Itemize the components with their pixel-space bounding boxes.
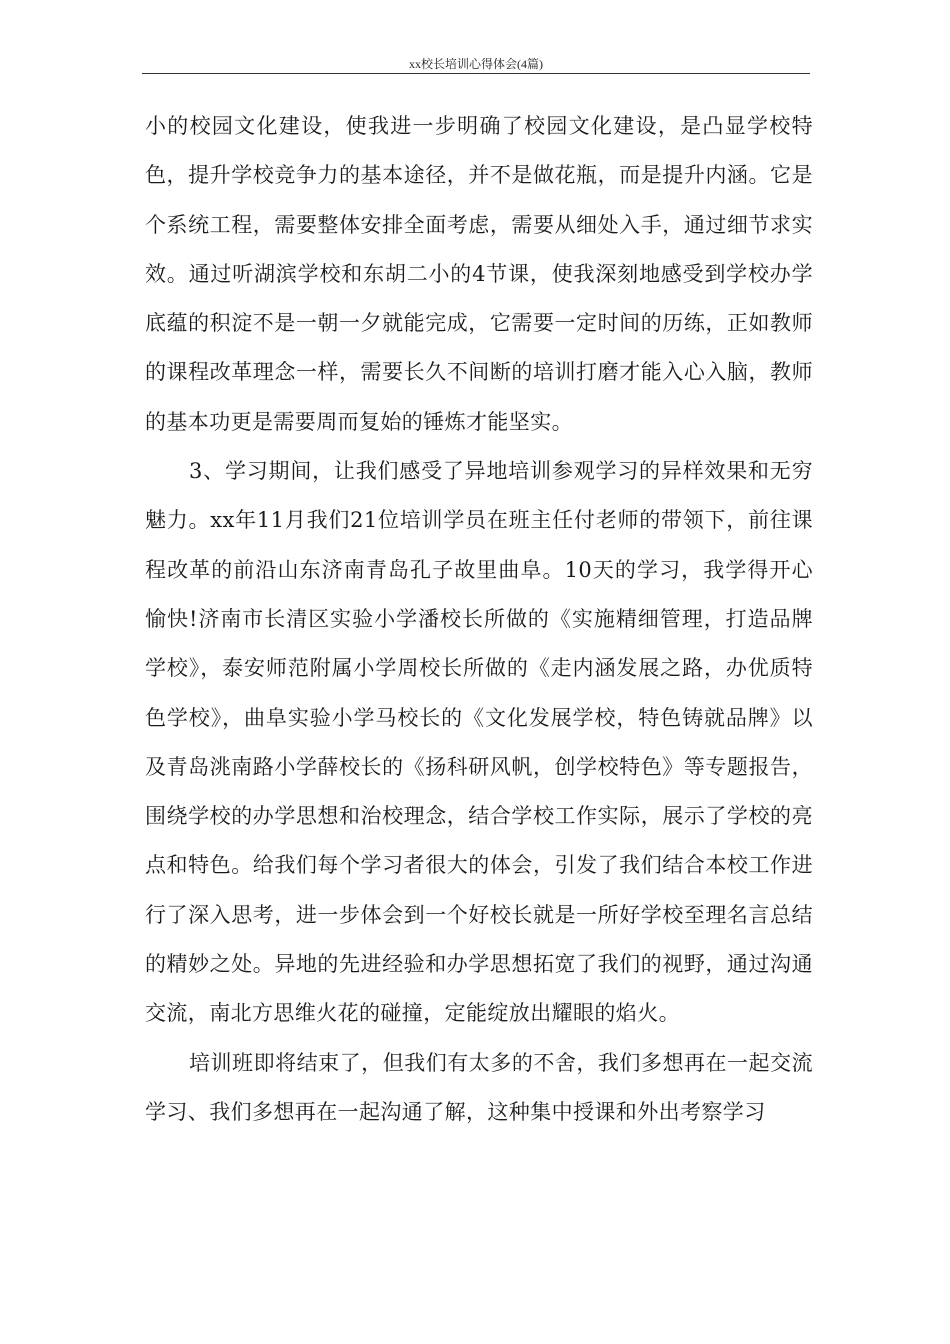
paragraph-closing: 培训班即将结束了，但我们有太多的不舍，我们多想再在一起交流学习、我们多想再在一起沟通了解，这种集中授课和外出考察学习: [145, 1050, 813, 1124]
paragraph-continuation: 小的校园文化建设，使我进一步明确了校园文化建设，是凸显学校特色，提升学校竞争力的基本途径，并不是做花瓶，而是提升内涵。它是个系统工程，需要整体安排全面考虑，需要从细处入手，通过细节求实效。通过听湖滨学校和东胡二小的4节课，使我深刻地感受到学校办学底蕴的积淀不是一朝一夕就能完成，它需要一定时间的历练，正如教师的课程改革理念一样，需要长久不间断的培训打磨才能入心入脑，教师的基本功更是需要周而复始的锤炼才能坚实。: [145, 114, 813, 434]
paragraph-study-period: 3、学习期间，让我们感受了异地培训参观学习的异样效果和无穷魅力。xx年11月我们21位培训学员在班主任付老师的带领下，前往课程改革的前沿山东济南青岛孔子故里曲阜。10天的学习，我学得开心愉快!济南市长清区实验小学潘校长所做的《实施精细管理，打造品牌学校》，泰安师范附属小学周校长所做的《走内涵发展之路，办优质特色学校》，曲阜实验小学马校长的《文化发展学校，特色铸就品牌》以及青岛洮南路小学薛校长的《扬科研风帆，创学校特色》等专题报告，围绕学校的办学思想和治校理念，结合学校工作实际，展示了学校的亮点和特色。给我们每个学习者很大的体会，引发了我们结合本校工作进行了深入思考，进一步体会到一个好校长就是一所好学校至理名言总结的精妙之处。异地的先进经验和办学思想拓宽了我们的视野，通过沟通交流，南北方思维火花的碰撞，定能绽放出耀眼的焰火。: [145, 459, 813, 1026]
header-divider: [142, 73, 810, 74]
document-body: [145, 102, 813, 1137]
page-header-title: xx校长培训心得体会(4篇): [409, 57, 543, 71]
